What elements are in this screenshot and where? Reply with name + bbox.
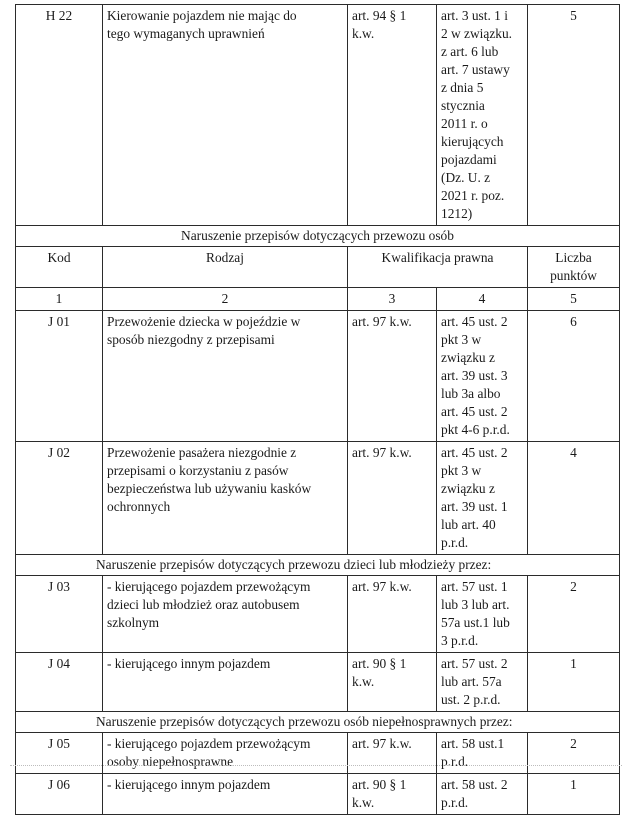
text-line: art. 90 § 1 bbox=[352, 656, 407, 671]
column-number: 1 bbox=[16, 288, 103, 311]
text-line: szkolnym bbox=[107, 615, 160, 630]
legal-basis-statute bbox=[437, 311, 528, 442]
points-value: 6 bbox=[528, 311, 620, 442]
legal-basis-kw bbox=[348, 442, 437, 555]
text-line: k.w. bbox=[352, 26, 375, 41]
text-line: z art. 6 lub bbox=[441, 44, 499, 59]
text-line: ust. 2 p.r.d. bbox=[441, 692, 501, 707]
text-line: lub art. 40 bbox=[441, 517, 496, 532]
text-line: art. 97 k.w. bbox=[352, 314, 412, 329]
text-line: - kierującego pojazdem przewożącym bbox=[107, 579, 311, 594]
text-line: 2011 r. o bbox=[441, 116, 488, 131]
legal-basis-statute bbox=[437, 5, 528, 226]
text-line: art. 57 ust. 2 bbox=[441, 656, 508, 671]
legal-basis-kw bbox=[348, 5, 437, 226]
text-line: 57a ust.1 lub bbox=[441, 615, 510, 630]
text-line: lub art. 57a bbox=[441, 674, 502, 689]
text-line: 2021 r. poz. bbox=[441, 188, 505, 203]
text-line: Przewożenie dziecka w pojeździe w bbox=[107, 314, 301, 329]
points-value: 5 bbox=[528, 5, 620, 226]
text-line: - kierującego pojazdem przewożącym bbox=[107, 736, 311, 751]
table-row bbox=[16, 653, 620, 712]
text-line: art. 3 ust. 1 i bbox=[441, 8, 508, 23]
offence-description bbox=[103, 576, 348, 653]
text-line: p.r.d. bbox=[441, 535, 469, 550]
text-line: tego wymaganych uprawnień bbox=[107, 26, 265, 41]
offence-description bbox=[103, 442, 348, 555]
text-line: związku z bbox=[441, 481, 495, 496]
section-title: Naruszenie przepisów dotyczących przewozu dzieci lub młodzieży przez: bbox=[16, 555, 620, 576]
header-points bbox=[528, 247, 620, 288]
column-number: 2 bbox=[103, 288, 348, 311]
text-line: 3 p.r.d. bbox=[441, 633, 479, 648]
header-row bbox=[16, 247, 620, 288]
legal-basis-statute bbox=[437, 442, 528, 555]
points-value: 2 bbox=[528, 576, 620, 653]
text-line: Przewożenie pasażera niezgodnie z bbox=[107, 445, 297, 460]
text-line: 1212) bbox=[441, 206, 473, 221]
text-line: art. 45 ust. 2 bbox=[441, 404, 508, 419]
text-line: kierujących bbox=[441, 134, 504, 149]
offence-description bbox=[103, 5, 348, 226]
text-line: pojazdami bbox=[441, 152, 497, 167]
offence-code: H 22 bbox=[16, 5, 103, 226]
text-line: art. 97 k.w. bbox=[352, 445, 412, 460]
text-line: art. 90 § 1 bbox=[352, 777, 407, 792]
offence-code: J 05 bbox=[16, 733, 103, 774]
legal-basis-kw bbox=[348, 653, 437, 712]
offence-code: J 03 bbox=[16, 576, 103, 653]
table-row bbox=[16, 311, 620, 442]
text-line: dzieci lub młodzież oraz autobusem bbox=[107, 597, 300, 612]
text-line: pkt 3 w bbox=[441, 463, 482, 478]
table-row bbox=[16, 733, 620, 774]
text-line: art. 39 ust. 3 bbox=[441, 368, 508, 383]
offence-description bbox=[103, 311, 348, 442]
offence-code: J 02 bbox=[16, 442, 103, 555]
legal-basis-statute bbox=[437, 653, 528, 712]
section-title: Naruszenie przepisów dotyczących przewozu osób bbox=[16, 226, 620, 247]
table-row bbox=[16, 5, 620, 226]
table-row bbox=[16, 442, 620, 555]
offence-code: J 06 bbox=[16, 774, 103, 815]
penalty-points-table bbox=[15, 4, 620, 815]
text-line: punktów bbox=[550, 268, 597, 283]
header-code: Kod bbox=[16, 247, 103, 288]
points-value: 4 bbox=[528, 442, 620, 555]
text-line: stycznia bbox=[441, 98, 485, 113]
column-numbers-row bbox=[16, 288, 620, 311]
text-line: (Dz. U. z bbox=[441, 170, 491, 185]
section-title: Naruszenie przepisów dotyczących przewozu osób niepełnosprawnych przez: bbox=[16, 712, 620, 733]
column-number: 4 bbox=[437, 288, 528, 311]
text-line: - kierującego innym pojazdem bbox=[107, 656, 271, 671]
text-line: przepisami o korzystaniu z pasów bbox=[107, 463, 289, 478]
legal-basis-kw bbox=[348, 311, 437, 442]
text-line: z dnia 5 bbox=[441, 80, 484, 95]
text-line: art. 57 ust. 1 bbox=[441, 579, 508, 594]
offence-code: J 01 bbox=[16, 311, 103, 442]
text-line: Kierowanie pojazdem nie mając do bbox=[107, 8, 297, 23]
text-line: art. 58 ust.1 bbox=[441, 736, 505, 751]
column-number: 5 bbox=[528, 288, 620, 311]
text-line: - kierującego innym pojazdem bbox=[107, 777, 271, 792]
text-line: art. 39 ust. 1 bbox=[441, 499, 508, 514]
text-line: art. 97 k.w. bbox=[352, 736, 412, 751]
text-line: osoby niepełnosprawne bbox=[107, 754, 234, 769]
text-line: art. 94 § 1 bbox=[352, 8, 407, 23]
text-line: art. 45 ust. 2 bbox=[441, 445, 508, 460]
offence-description bbox=[103, 653, 348, 712]
legal-basis-kw bbox=[348, 576, 437, 653]
offence-description bbox=[103, 733, 348, 774]
legal-basis-statute bbox=[437, 733, 528, 774]
table-row bbox=[16, 576, 620, 653]
header-legal-qualification: Kwalifikacja prawna bbox=[348, 247, 528, 288]
section-row bbox=[16, 712, 620, 733]
legal-basis-kw bbox=[348, 733, 437, 774]
text-line: art. 7 ustawy bbox=[441, 62, 510, 77]
points-value: 1 bbox=[528, 653, 620, 712]
text-line: art. 45 ust. 2 bbox=[441, 314, 508, 329]
points-value: 2 bbox=[528, 733, 620, 774]
page-bottom-rule bbox=[10, 765, 622, 766]
text-line: lub 3 lub art. bbox=[441, 597, 510, 612]
text-line: lub 3a albo bbox=[441, 386, 501, 401]
header-type: Rodzaj bbox=[103, 247, 348, 288]
text-line: pkt 4-6 p.r.d. bbox=[441, 422, 510, 437]
text-line: Liczba bbox=[555, 250, 592, 265]
points-value: 1 bbox=[528, 774, 620, 815]
text-line: bezpieczeństwa lub używaniu kasków bbox=[107, 481, 312, 496]
text-line: ochronnych bbox=[107, 499, 171, 514]
text-line: związku z bbox=[441, 350, 495, 365]
text-line: p.r.d. bbox=[441, 795, 469, 810]
text-line: p.r.d. bbox=[441, 754, 469, 769]
text-line: k.w. bbox=[352, 674, 375, 689]
text-line: sposób niezgodny z przepisami bbox=[107, 332, 275, 347]
column-number: 3 bbox=[348, 288, 437, 311]
text-line: 2 w związku. bbox=[441, 26, 513, 41]
text-line: k.w. bbox=[352, 795, 375, 810]
section-row bbox=[16, 555, 620, 576]
text-line: pkt 3 w bbox=[441, 332, 482, 347]
section-row bbox=[16, 226, 620, 247]
legal-basis-statute bbox=[437, 576, 528, 653]
text-line: art. 97 k.w. bbox=[352, 579, 412, 594]
offence-code: J 04 bbox=[16, 653, 103, 712]
text-line: art. 58 ust. 2 bbox=[441, 777, 508, 792]
